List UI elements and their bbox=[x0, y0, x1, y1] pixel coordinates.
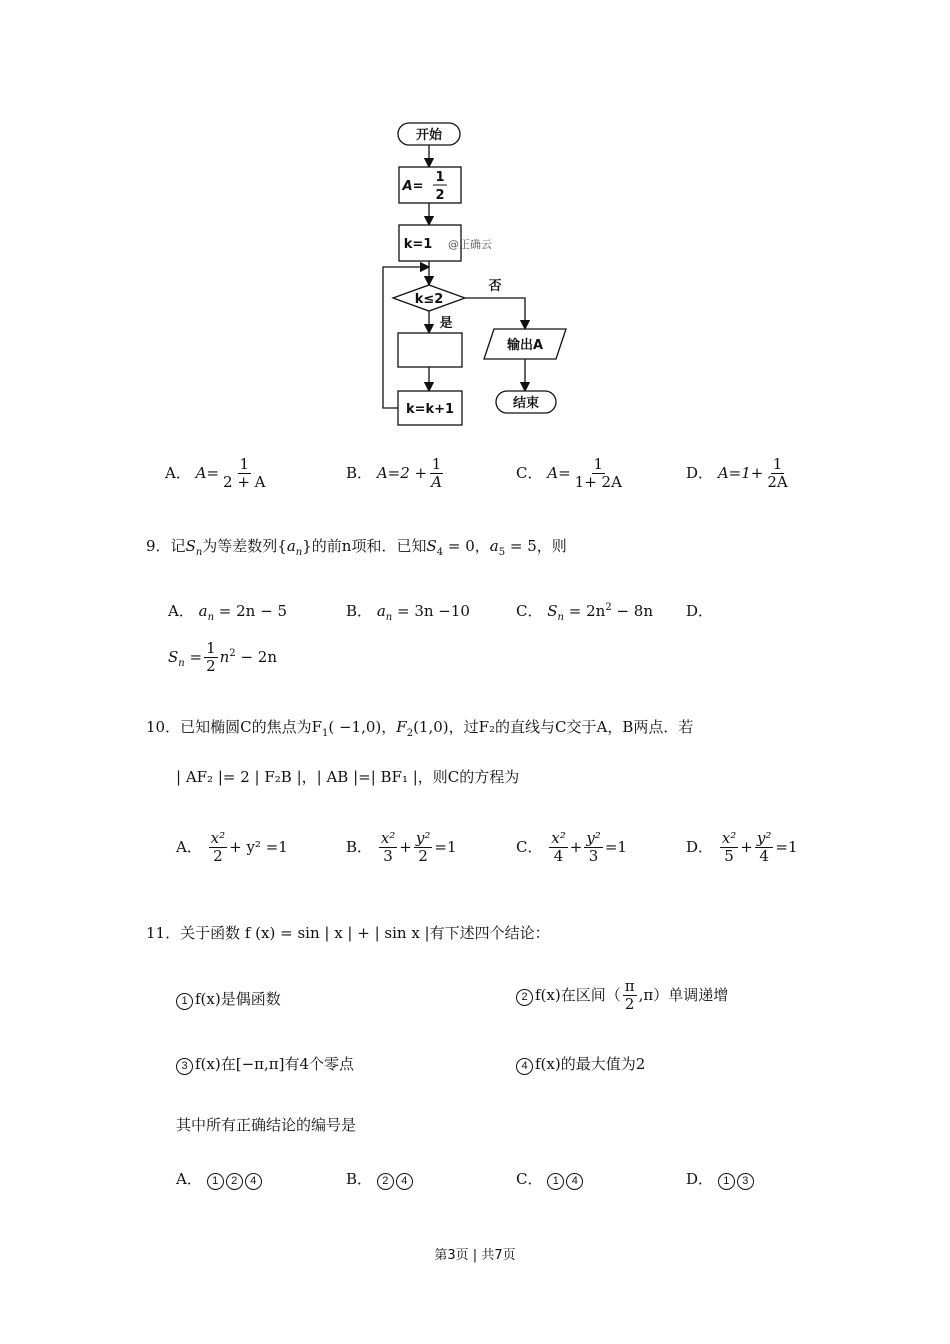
q11-conclusion-4: 4 f(x)的最大值为2 bbox=[516, 1053, 645, 1075]
flow-init-k-text: k=1 bbox=[403, 237, 433, 252]
flow-init-a-num: 1 bbox=[435, 170, 445, 185]
q10-stem-line2: | AF₂ |= 2 | F₂B |，| AB |=| BF₁ |，则C的方程为 bbox=[176, 768, 520, 786]
flow-output-text: 输出A bbox=[506, 338, 544, 353]
q8-option-b bbox=[346, 456, 446, 492]
q8-option-a bbox=[165, 456, 270, 492]
option-label: A． bbox=[165, 463, 191, 482]
flow-init-a-den: 2 bbox=[435, 188, 445, 203]
q11-conclusion-3: 3 f(x)在[−π,π]有4个零点 bbox=[176, 1053, 354, 1075]
q11-conclusion-2: 2 f(x)在区间（ $\frac{\pi}{2}$ ,π）单调递增 bbox=[516, 978, 728, 1014]
page-footer: 第3页 | 共7页 bbox=[434, 1248, 516, 1263]
question-number: 11． bbox=[146, 924, 181, 942]
q9-stem: 9．记$S_n$为等差数列$\{a_n\}$的前n项和．已知$S_4 = 0$，$a_5 = 5$，则 bbox=[146, 537, 567, 558]
flow-condition-text: k≤2 bbox=[414, 292, 444, 307]
flow-end-text: 结束 bbox=[512, 396, 540, 411]
q11-stem: 11．关于函数 f (x) = sin | x | + | sin x |有下述四个结论： bbox=[146, 924, 550, 942]
option-label: D． bbox=[686, 463, 714, 482]
option-label: B． bbox=[346, 463, 373, 482]
q10-option-a: A． $\frac{\text{x²}}{2}$ + y² =1 bbox=[176, 829, 288, 866]
flow-blank-node bbox=[398, 333, 462, 367]
circled-number: 4 bbox=[516, 1058, 533, 1075]
option-label: C． bbox=[516, 463, 543, 482]
flow-start-text: 开始 bbox=[415, 128, 443, 143]
q9-option-d: $S_n$ = $\frac{1}{2}$ $n^2 - 2n$ bbox=[168, 639, 277, 676]
q8-a-frac: $\frac{1}{2 + A}$ bbox=[223, 455, 266, 492]
flow-init-a-lhs: A= bbox=[402, 179, 424, 194]
q11-conclusion-1: 1 f(x)是偶函数 bbox=[176, 988, 281, 1010]
q11-option-d: D． 1 3 bbox=[686, 1168, 756, 1190]
q8-c-frac: $\frac{1}{1+ 2A}$ bbox=[574, 455, 622, 492]
q8-option-d bbox=[686, 456, 792, 492]
circled-number: 1 bbox=[176, 993, 193, 1010]
q11-option-a: A． 1 2 4 bbox=[176, 1168, 264, 1190]
flow-no-label: 否 bbox=[488, 279, 502, 294]
circled-number: 2 bbox=[516, 989, 533, 1006]
question-number: 10． bbox=[146, 718, 181, 736]
q10-stem-line1: 10．已知椭圆C的焦点为$F_1( -1,0)$，$F_2(1,0)$，过F₂的直线与C交于A，B两点．若 bbox=[146, 718, 694, 739]
q8-d-lhs: A=1+ bbox=[717, 463, 764, 482]
q9-option-c: C． $S_n = 2n^2 - 8n$ bbox=[516, 602, 653, 623]
q8-b-frac: $\frac{1}{A}$ bbox=[431, 455, 442, 492]
q10-option-d: D． $\frac{\text{x²}}{5}$ + $\frac{\text{y²}}{4}$ =1 bbox=[686, 829, 798, 866]
flowchart bbox=[360, 115, 620, 435]
q8-d-frac: $\frac{1}{2A}$ bbox=[767, 455, 788, 492]
circled-number: 3 bbox=[176, 1058, 193, 1075]
q9-option-d-label: D． bbox=[686, 602, 714, 620]
q11-option-c: C． 1 4 bbox=[516, 1168, 585, 1190]
q9-option-a: A． $a_n = 2n - 5$ bbox=[168, 602, 287, 623]
q10-option-c: C． $\frac{\text{x²}}{4}$ + $\frac{\text{y²}}{3}$ =1 bbox=[516, 829, 627, 866]
flow-increment-text: k=k+1 bbox=[405, 402, 455, 417]
q8-option-c bbox=[516, 456, 626, 492]
q8-b-lhs: A=2 + bbox=[376, 463, 428, 482]
flow-watermark: @正确云 bbox=[448, 238, 492, 251]
q9-option-b: B． $a_n = 3n -10$ bbox=[346, 602, 470, 623]
q8-a-lhs: A= bbox=[195, 463, 220, 482]
question-number: 9． bbox=[146, 537, 171, 555]
q8-c-lhs: A= bbox=[547, 463, 571, 482]
q10-option-b: B． $\frac{\text{x²}}{3}$ + $\frac{\text{y²}}{2}$ =1 bbox=[346, 829, 457, 866]
q11-prompt: 其中所有正确结论的编号是 bbox=[176, 1116, 357, 1134]
flow-yes-label: 是 bbox=[439, 316, 453, 331]
q11-option-b: B． 2 4 bbox=[346, 1168, 415, 1190]
